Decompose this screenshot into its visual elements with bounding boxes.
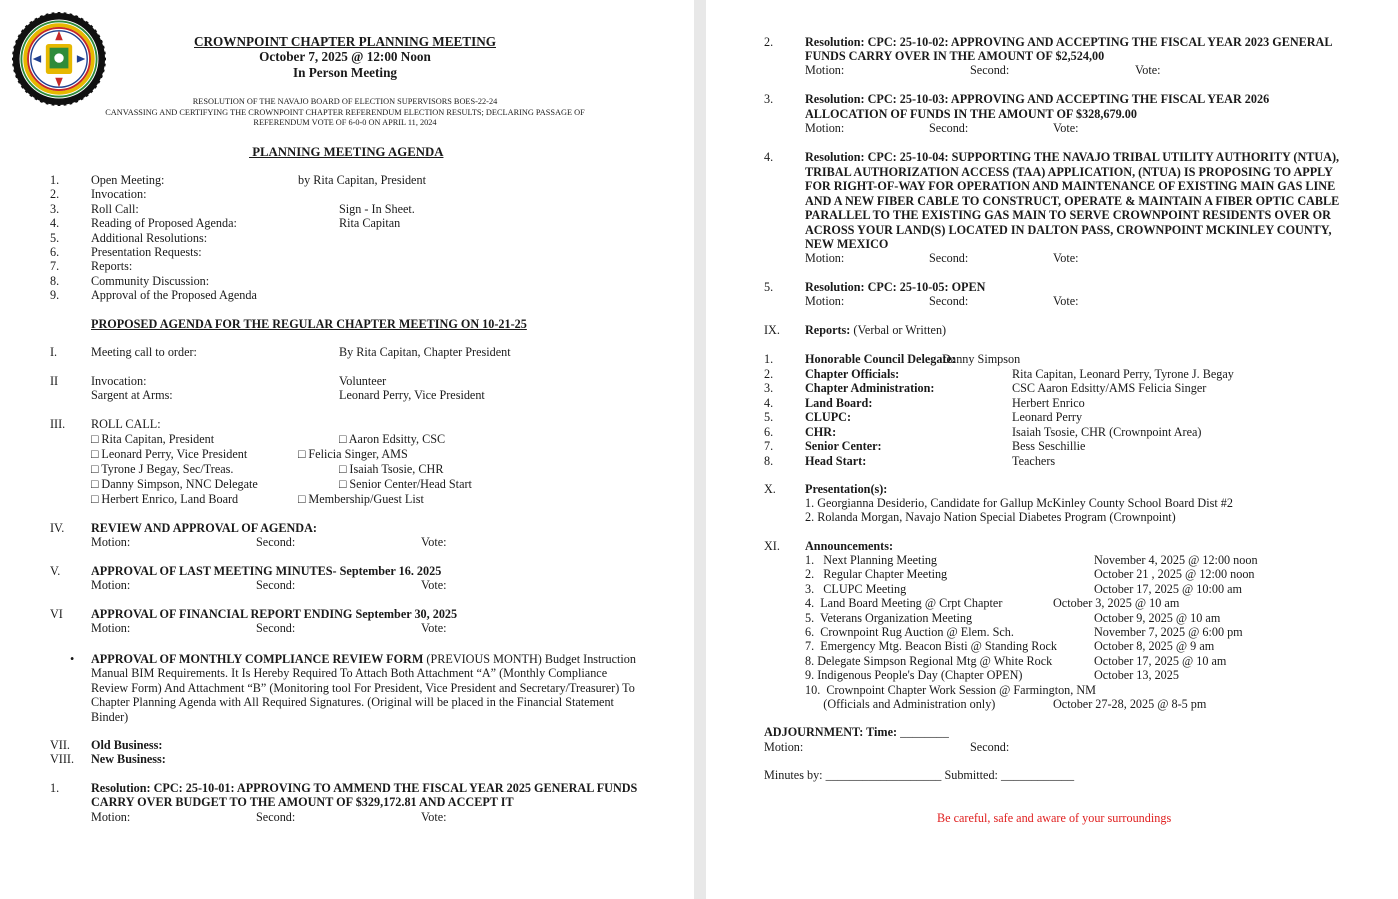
planning-heading: PLANNING MEETING AGENDA bbox=[249, 145, 444, 159]
section-num: III. bbox=[50, 417, 66, 431]
planning-item-num: 2. bbox=[50, 187, 60, 202]
roll-call-label: ROLL CALL: bbox=[91, 417, 161, 431]
resolution-num: 2. bbox=[764, 35, 774, 49]
bullet-icon: • bbox=[70, 652, 75, 666]
announcement-label: 7. Emergency Mtg. Beacon Bisti @ Standing Rock bbox=[805, 639, 1058, 654]
roll-call-member: □ Danny Simpson, NNC Delegate bbox=[91, 477, 258, 491]
announcement-date: October 3, 2025 @ 10 am bbox=[1053, 596, 1180, 611]
planning-item-label: Reports: bbox=[91, 259, 133, 274]
report-label: Land Board: bbox=[805, 395, 873, 410]
report-num: 1. bbox=[764, 352, 774, 366]
planning-item-label: Presentation Requests: bbox=[91, 245, 202, 259]
planning-item-num: 6. bbox=[50, 245, 60, 259]
section-num: IX. bbox=[764, 323, 780, 337]
resolution-line: Resolution: CPC: 25-10-01: APPROVING TO AMMEND THE FISCAL YEAR 2025 GENERAL FUNDS bbox=[91, 781, 638, 795]
resolution-line: FOR RIGHT-OF-WAY FOR OPERATION AND MAINTENANCE OF EXISTING MAIN GAS LINE bbox=[805, 179, 1336, 193]
report-label: CLUPC: bbox=[805, 410, 852, 424]
planning-item-label: Invocation: bbox=[91, 187, 147, 202]
compliance-paragraph bbox=[91, 652, 636, 724]
planning-item-label: Additional Resolutions: bbox=[91, 230, 208, 245]
resolution-line: Resolution: CPC: 25-10-02: APPROVING AND ACCEPTING THE FISCAL YEAR 2023 GENERAL bbox=[805, 35, 1333, 49]
section-num: VI bbox=[50, 607, 63, 621]
meeting-date: October 7, 2025 @ 12:00 Noon bbox=[259, 49, 431, 64]
planning-item-label: Roll Call: bbox=[91, 201, 139, 216]
announcement-date: October 27-28, 2025 @ 8-5 pm bbox=[1053, 697, 1207, 711]
motion-label: Motion: bbox=[91, 810, 131, 824]
minutes-line: Minutes by: ___________________ Submitted: ____________ bbox=[764, 768, 1075, 782]
report-label: Chapter Administration: bbox=[805, 381, 935, 395]
announcement-date: October 17, 2025 @ 10 am bbox=[1094, 653, 1227, 668]
meeting-type: In Person Meeting bbox=[292, 65, 398, 80]
section-title: APPROVAL OF LAST MEETING MINUTES- September 16. 2025 bbox=[91, 564, 442, 578]
planning-item-num: 7. bbox=[50, 259, 60, 274]
adjournment-label: ADJOURNMENT: Time: bbox=[764, 725, 901, 739]
reports-heading bbox=[805, 323, 946, 337]
section-value: By Rita Capitan, Chapter President bbox=[339, 345, 511, 359]
announcement-date: October 13, 2025 bbox=[1094, 668, 1179, 683]
section-label: Meeting call to order: bbox=[91, 345, 197, 359]
motion-label: Motion: bbox=[805, 63, 845, 77]
motion-label: Motion: bbox=[91, 535, 131, 549]
report-num: 8. bbox=[764, 453, 774, 468]
roll-call-member: □ Membership/Guest List bbox=[298, 492, 424, 506]
section-num: II bbox=[50, 374, 59, 388]
announcement-label: 2. Regular Chapter Meeting bbox=[805, 567, 948, 582]
report-label: Head Start: bbox=[805, 453, 867, 468]
section-value: Volunteer bbox=[339, 374, 387, 388]
compliance-bold: APPROVAL OF MONTHLY COMPLIANCE REVIEW FORM bbox=[91, 652, 427, 666]
presentation-item: 1. Georgianna Desiderio, Candidate for Gallup McKinley County School Board Dist #2 bbox=[805, 496, 1233, 510]
planning-item-value: Sign - In Sheet. bbox=[339, 201, 415, 216]
announcement-date: October 8, 2025 @ 9 am bbox=[1094, 639, 1215, 654]
section-num: V. bbox=[50, 564, 61, 578]
motion-label: Motion: bbox=[805, 294, 845, 308]
resolution-num: 3. bbox=[764, 92, 774, 106]
vote-label: Vote: bbox=[421, 535, 447, 549]
motion-label: Motion: bbox=[805, 121, 845, 135]
roll-call-member: □ Herbert Enrico, Land Board bbox=[91, 492, 239, 506]
roll-call-member: □ Senior Center/Head Start bbox=[339, 477, 472, 491]
announcement-label: (Officials and Administration only) bbox=[805, 697, 996, 711]
resolution-num: 1. bbox=[50, 781, 60, 795]
second-label: Second: bbox=[256, 535, 296, 549]
planning-item-num: 5. bbox=[50, 230, 60, 245]
resolution-line: AND A NEW FIBER CABLE TO CONSTRUCT, OPERATE & MAINTAIN A FIBER OPTIC CABLE bbox=[805, 193, 1340, 208]
section-num: VIII. bbox=[50, 752, 75, 766]
section-num: I. bbox=[50, 345, 58, 359]
announcement-label: 8. Delegate Simpson Regional Mtg @ White Rock bbox=[805, 653, 1053, 668]
section-title: New Business: bbox=[91, 752, 166, 766]
report-num: 4. bbox=[764, 395, 774, 410]
roll-call-member: □ Tyrone J Begay, Sec/Treas. bbox=[91, 462, 234, 476]
report-num: 6. bbox=[764, 424, 774, 439]
section-label: Invocation: bbox=[91, 374, 147, 388]
reports-note: (Verbal or Written) bbox=[850, 323, 947, 337]
section-num: IV. bbox=[50, 521, 65, 535]
planning-item-num: 9. bbox=[50, 288, 60, 303]
resolution-line: TRIBAL AUTHORIZATION ACCESS (TAA) APPLICATION, (NTUA) IS PROPOSING TO APPLY bbox=[805, 164, 1333, 179]
second-label: Second: bbox=[256, 810, 296, 824]
section-label: Sargent at Arms: bbox=[91, 388, 173, 402]
roll-call-member: □ Leonard Perry, Vice President bbox=[91, 447, 248, 461]
adjournment-line bbox=[764, 725, 949, 739]
resolution-line: Resolution: CPC: 25-10-03: APPROVING AND ACCEPTING THE FISCAL YEAR 2026 bbox=[805, 92, 1270, 106]
announcement-date: October 9, 2025 @ 10 am bbox=[1094, 610, 1221, 625]
planning-item-label: Reading of Proposed Agenda: bbox=[91, 216, 237, 231]
resolution-line: PARALLEL TO THE EXISTING GAS MAIN TO SERVE CROWNPOINT RESIDENTS OVER OR bbox=[805, 208, 1331, 222]
report-value: Isaiah Tsosie, CHR (Crownpoint Area) bbox=[1012, 424, 1202, 439]
section-num: VII. bbox=[50, 738, 70, 752]
section-title: Old Business: bbox=[91, 738, 163, 752]
announcement-label: 6. Crownpoint Rug Auction @ Elem. Sch. bbox=[805, 625, 1014, 639]
section-value: Leonard Perry, Vice President bbox=[339, 388, 485, 402]
report-value: CSC Aaron Edsitty/AMS Felicia Singer bbox=[1012, 381, 1207, 395]
resolution-line: ALLOCATION OF FUNDS IN THE AMOUNT OF $328,679.00 bbox=[805, 107, 1137, 121]
vote-label: Vote: bbox=[421, 621, 447, 635]
resolution-num: 4. bbox=[764, 150, 774, 164]
motion-label: Motion: bbox=[764, 740, 804, 754]
presentation-item: 2. Rolanda Morgan, Navajo Nation Special Diabetes Program (Crownpoint) bbox=[805, 510, 1176, 524]
vote-label: Vote: bbox=[1053, 251, 1079, 265]
compliance-rest: (PREVIOUS MONTH) Budget Instruction Manual BIM Requirements. It Is Hereby Required To Attach Both Attachment “A” (Monthly Compliance Review Form) And Attachment “B” (Monitoring tool For President, Vice President and Secretary/Treasurer) To Chapter Planning Agenda with All Required Signatures. (Original will be placed in the Financial Statement Binder) bbox=[91, 652, 636, 724]
roll-call-member: □ Isaiah Tsosie, CHR bbox=[339, 462, 444, 476]
planning-item-value: Rita Capitan bbox=[339, 216, 401, 231]
planning-item-num: 1. bbox=[50, 173, 60, 187]
planning-item-num: 3. bbox=[50, 201, 60, 216]
proposed-agenda-heading: PROPOSED AGENDA FOR THE REGULAR CHAPTER MEETING ON 10-21-25 bbox=[91, 317, 527, 331]
adjournment-time-blank[interactable]: ________ bbox=[900, 725, 949, 739]
roll-call-member: □ Aaron Edsitty, CSC bbox=[339, 432, 446, 446]
resolution-line: Resolution: CPC: 25-10-04: SUPPORTING THE NAVAJO TRIBAL UTILITY AUTHORITY (NTUA), bbox=[805, 150, 1340, 164]
resolution-line: CARRY OVER BUDGET TO THE AMOUNT OF $329,172.81 AND ACCEPT IT bbox=[91, 795, 514, 809]
announcement-label: 3. CLUPC Meeting bbox=[805, 581, 907, 596]
announcement-date: October 17, 2025 @ 10:00 am bbox=[1094, 581, 1242, 596]
vote-label: Vote: bbox=[1135, 63, 1161, 77]
resolution-num: 5. bbox=[764, 280, 774, 294]
announcement-label: 4. Land Board Meeting @ Crpt Chapter bbox=[805, 596, 1003, 611]
vote-label: Vote: bbox=[1053, 294, 1079, 308]
report-num: 7. bbox=[764, 439, 774, 453]
vote-label: Vote: bbox=[421, 810, 447, 824]
motion-label: Motion: bbox=[91, 578, 131, 592]
report-num: 3. bbox=[764, 381, 774, 395]
resolution-note-line: REFERENDUM VOTE OF 6-0-0 ON APRIL 11, 2024 bbox=[253, 118, 437, 127]
motion-label: Motion: bbox=[91, 621, 131, 635]
report-value: Herbert Enrico bbox=[1012, 395, 1085, 410]
resolution-note-line: CANVASSING AND CERTIFYING THE CROWNPOINT CHAPTER REFERENDUM ELECTION RESULTS; DECLARING PASSAGE OF bbox=[105, 108, 585, 117]
announcement-label: 1. Next Planning Meeting bbox=[805, 553, 938, 567]
reports-title: Reports: bbox=[805, 323, 851, 337]
second-label: Second: bbox=[970, 740, 1010, 754]
report-label: Honorable Council Delegate: bbox=[805, 352, 956, 366]
right-page bbox=[706, 0, 1398, 899]
report-value: Leonard Perry bbox=[1012, 410, 1083, 424]
report-value: Teachers bbox=[1012, 453, 1056, 468]
section-title: APPROVAL OF FINANCIAL REPORT ENDING September 30, 2025 bbox=[91, 607, 458, 621]
report-value: Rita Capitan, Leonard Perry, Tyrone J. Begay bbox=[1012, 366, 1234, 381]
second-label: Second: bbox=[256, 621, 296, 635]
vote-label: Vote: bbox=[1053, 121, 1079, 135]
report-value: Danny Simpson bbox=[942, 352, 1021, 366]
report-num: 2. bbox=[764, 366, 774, 381]
report-label: CHR: bbox=[805, 424, 837, 439]
section-title: Announcements: bbox=[805, 539, 894, 553]
second-label: Second: bbox=[256, 578, 296, 592]
page-gutter bbox=[694, 0, 706, 899]
meeting-title: CROWNPOINT CHAPTER PLANNING MEETING bbox=[194, 34, 496, 49]
footer-safety-note: Be careful, safe and aware of your surroundings bbox=[937, 811, 1172, 825]
second-label: Second: bbox=[929, 121, 969, 135]
announcement-label: 9. Indigenous People's Day (Chapter OPEN) bbox=[805, 668, 1023, 683]
report-label: Chapter Officials: bbox=[805, 366, 900, 381]
announcement-label: 10. Crownpoint Chapter Work Session @ Farmington, NM bbox=[805, 682, 1096, 697]
section-num: X. bbox=[764, 482, 776, 496]
planning-item-value: by Rita Capitan, President bbox=[298, 173, 426, 187]
section-title: Presentation(s): bbox=[805, 482, 888, 496]
motion-label: Motion: bbox=[805, 251, 845, 265]
navajo-nation-seal-icon bbox=[12, 12, 106, 106]
second-label: Second: bbox=[929, 251, 969, 265]
report-label: Senior Center: bbox=[805, 439, 882, 453]
report-value: Bess Seschillie bbox=[1012, 439, 1086, 453]
planning-item-label: Approval of the Proposed Agenda bbox=[91, 288, 257, 303]
planning-item-label: Community Discussion: bbox=[91, 273, 210, 288]
planning-item-num: 4. bbox=[50, 216, 60, 231]
resolution-line: FUNDS CARRY OVER IN THE AMOUNT OF $2,524,00 bbox=[805, 49, 1105, 63]
second-label: Second: bbox=[929, 294, 969, 308]
announcement-date: October 21 , 2025 @ 12:00 noon bbox=[1094, 567, 1255, 582]
section-num: XI. bbox=[764, 539, 780, 553]
roll-call-member: □ Rita Capitan, President bbox=[91, 432, 215, 446]
planning-item-label: Open Meeting: bbox=[91, 173, 165, 187]
announcement-label: 5. Veterans Organization Meeting bbox=[805, 610, 973, 625]
resolution-line: NEW MEXICO bbox=[805, 237, 889, 251]
resolution-note-line: RESOLUTION OF THE NAVAJO BOARD OF ELECTION SUPERVISORS BOES-22-24 bbox=[192, 97, 498, 106]
planning-item-num: 8. bbox=[50, 273, 60, 288]
announcement-date: November 4, 2025 @ 12:00 noon bbox=[1094, 553, 1258, 567]
section-title: REVIEW AND APPROVAL OF AGENDA: bbox=[91, 521, 317, 535]
second-label: Second: bbox=[970, 63, 1010, 77]
vote-label: Vote: bbox=[421, 578, 447, 592]
announcement-date: November 7, 2025 @ 6:00 pm bbox=[1094, 625, 1243, 639]
left-page bbox=[0, 0, 694, 899]
resolution-line: Resolution: CPC: 25-10-05: OPEN bbox=[805, 280, 986, 294]
report-num: 5. bbox=[764, 410, 774, 424]
resolution-line: ACROSS YOUR LAND(S) LOCATED IN DALTON PASS, CROWNPOINT MCKINLEY COUNTY, bbox=[805, 222, 1332, 237]
roll-call-member: □ Felicia Singer, AMS bbox=[298, 447, 408, 461]
